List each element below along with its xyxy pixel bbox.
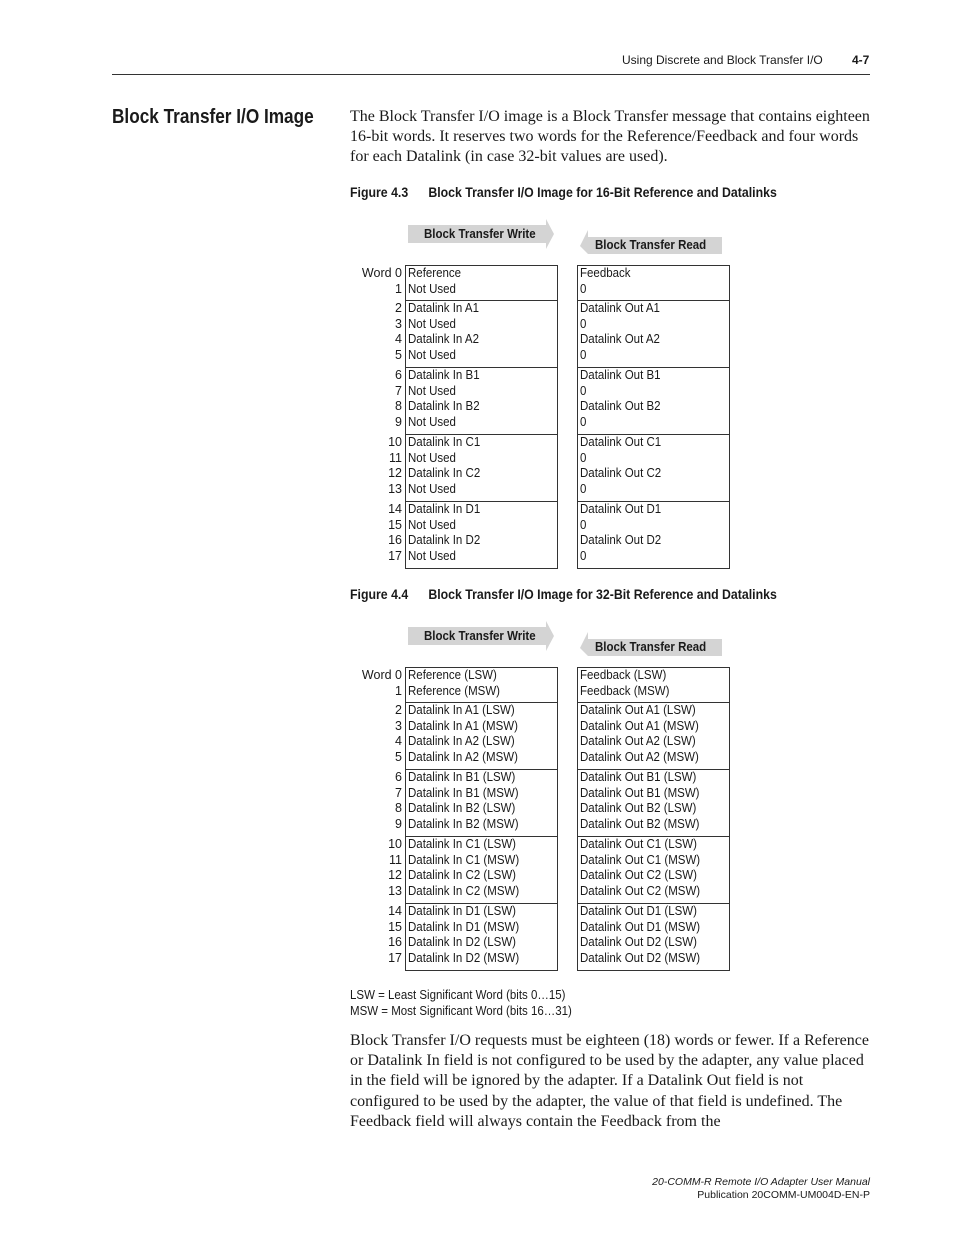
section-heading: Block Transfer I/O Image — [112, 106, 314, 128]
word-number: 13 — [388, 481, 402, 496]
write-cell: Datalink In A2 (LSW) — [408, 734, 515, 749]
read-cell: Datalink Out B2 (MSW) — [580, 816, 700, 831]
word-number: 7 — [395, 383, 402, 398]
page-number: 4-7 — [852, 53, 870, 67]
read-cell: Datalink Out A2 — [580, 332, 660, 347]
write-cell: Datalink In D1 — [408, 502, 481, 516]
read-cell: Datalink Out B1 — [580, 368, 661, 382]
write-cell: Datalink In C1 (LSW) — [408, 837, 517, 851]
write-cell: Reference (MSW) — [408, 683, 501, 698]
word-number: Word 0 — [361, 668, 402, 682]
write-cell: Not Used — [408, 414, 456, 429]
read-cell: Datalink Out D1 — [580, 502, 662, 516]
footer-manual-title: 20-COMM-R Remote I/O Adapter User Manual — [652, 1176, 870, 1188]
read-cell: 0 — [580, 383, 587, 398]
read-cell: 0 — [580, 347, 587, 362]
word-number: 3 — [395, 316, 402, 331]
word-number: 3 — [395, 718, 402, 733]
read-cell: 0 — [580, 517, 587, 532]
write-cell: Datalink In C2 (LSW) — [408, 868, 517, 883]
word-number: 10 — [388, 837, 402, 851]
read-cell: Datalink Out B1 (MSW) — [580, 785, 700, 800]
read-cell: Datalink Out D2 — [580, 533, 662, 548]
read-cell: Datalink Out A2 (LSW) — [580, 734, 696, 749]
write-cell: Datalink In B1 (LSW) — [408, 770, 516, 784]
legend-line: LSW = Least Significant Word (bits 0…15) — [350, 988, 566, 1002]
write-cell: Datalink In B1 (MSW) — [408, 785, 519, 800]
read-cell: Datalink Out C2 (MSW) — [580, 883, 701, 898]
closing-paragraph: Block Transfer I/O requests must be eighteen (18) words or fewer. If a Reference or Datalink In field is not configured to be used by the adapter, any value placed in the field will be ignored by the adapter. If a Datalink Out field is not configured to be used by the adapter, the value of that field is undefined. The Feedback field will always contain the Feedback from the — [350, 1032, 869, 1130]
write-cell: Datalink In D1 (MSW) — [408, 919, 520, 934]
write-cell: Reference — [408, 266, 462, 280]
figure-caption — [350, 184, 777, 200]
word-number: 12 — [388, 466, 402, 481]
word-number: 16 — [388, 935, 402, 950]
write-cell: Not Used — [408, 548, 456, 563]
word-number: 9 — [395, 414, 402, 429]
word-number: 6 — [395, 368, 402, 382]
read-cell: Datalink Out B2 — [580, 399, 661, 414]
read-cell: Datalink Out D2 (MSW) — [580, 950, 701, 965]
word-number: 5 — [395, 347, 402, 362]
read-cell: Datalink Out D2 (LSW) — [580, 935, 697, 950]
write-cell: Not Used — [408, 383, 456, 398]
figure-label: Figure 4.4 — [350, 586, 409, 602]
read-cell: Feedback (MSW) — [580, 683, 670, 698]
word-number: 16 — [388, 533, 402, 548]
write-cell: Not Used — [408, 517, 456, 532]
write-label: Block Transfer Write — [424, 227, 536, 241]
footer — [652, 1176, 870, 1202]
word-number: 8 — [395, 399, 402, 414]
word-number: 1 — [395, 683, 402, 698]
read-cell: Datalink Out C1 (LSW) — [580, 837, 697, 851]
word-number: 6 — [395, 770, 402, 784]
running-title: Using Discrete and Block Transfer I/O — [622, 53, 823, 67]
write-cell: Datalink In B2 (MSW) — [408, 816, 519, 831]
word-number: 11 — [389, 852, 402, 867]
word-number: 1 — [395, 281, 402, 296]
figure-block — [0, 218, 954, 598]
read-label: Block Transfer Read — [595, 238, 707, 252]
word-number: 11 — [389, 450, 402, 465]
read-cell: 0 — [580, 281, 587, 296]
read-cell: Feedback (LSW) — [580, 668, 667, 682]
legend-line: MSW = Most Significant Word (bits 16…31) — [350, 1003, 572, 1018]
write-cell: Datalink In D2 — [408, 533, 481, 548]
write-cell: Datalink In C2 — [408, 466, 481, 481]
read-cell: 0 — [580, 481, 587, 496]
write-cell: Datalink In D2 (LSW) — [408, 935, 517, 950]
figure-title: Block Transfer I/O Image for 32-Bit Reference and Datalinks — [428, 586, 777, 602]
write-cell: Datalink In B1 — [408, 368, 480, 382]
read-cell: Datalink Out B1 (LSW) — [580, 770, 697, 784]
word-number: 12 — [388, 868, 402, 883]
read-cell: Datalink Out A1 (LSW) — [580, 703, 696, 717]
word-number: 17 — [388, 950, 402, 965]
word-number: 14 — [388, 502, 402, 516]
write-cell: Datalink In A2 — [408, 332, 479, 347]
read-cell: 0 — [580, 548, 587, 563]
read-cell: Datalink Out C2 (LSW) — [580, 868, 697, 883]
word-number: 4 — [395, 332, 402, 347]
read-cell: Datalink Out D1 (LSW) — [580, 904, 697, 918]
word-number: 10 — [388, 435, 402, 449]
write-cell: Datalink In A1 — [408, 301, 479, 315]
word-number: 5 — [395, 749, 402, 764]
figure-label: Figure 4.3 — [350, 184, 409, 200]
word-number: 8 — [395, 801, 402, 816]
figure-block — [0, 620, 954, 1000]
word-number: 15 — [388, 517, 402, 532]
write-cell: Not Used — [408, 450, 456, 465]
read-cell: 0 — [580, 316, 587, 331]
write-cell: Datalink In B2 (LSW) — [408, 801, 516, 816]
write-cell: Not Used — [408, 347, 456, 362]
word-number: 2 — [395, 301, 402, 315]
word-number: 2 — [395, 703, 402, 717]
write-cell: Datalink In A1 (MSW) — [408, 718, 518, 733]
word-number: 17 — [388, 548, 402, 563]
word-number: 14 — [388, 904, 402, 918]
figure-caption — [350, 586, 777, 602]
read-cell: 0 — [580, 450, 587, 465]
read-cell: Datalink Out C1 — [580, 435, 662, 449]
read-label: Block Transfer Read — [595, 640, 707, 654]
word-number: 9 — [395, 816, 402, 831]
word-number: 7 — [395, 785, 402, 800]
write-cell: Datalink In A2 (MSW) — [408, 749, 518, 764]
write-cell: Datalink In C2 (MSW) — [408, 883, 520, 898]
figure-title: Block Transfer I/O Image for 16-Bit Reference and Datalinks — [428, 184, 777, 200]
write-cell: Datalink In A1 (LSW) — [408, 703, 515, 717]
word-number: 4 — [395, 734, 402, 749]
write-cell: Reference (LSW) — [408, 668, 497, 682]
write-cell: Datalink In C1 (MSW) — [408, 852, 520, 867]
write-cell: Datalink In B2 — [408, 399, 480, 414]
read-cell: Datalink Out C1 (MSW) — [580, 852, 701, 867]
word-number: Word 0 — [361, 266, 402, 280]
read-cell: Datalink Out C2 — [580, 466, 662, 481]
read-cell: Datalink Out A1 — [580, 301, 660, 315]
read-cell: Datalink Out A1 (MSW) — [580, 718, 699, 733]
word-number: 15 — [388, 919, 402, 934]
intro-paragraph: The Block Transfer I/O image is a Block Transfer message that contains eighteen 16-bit words. It reserves two words for the Reference/Feedback and four words for each Datalink (in case 32-bit values are used). — [350, 108, 870, 166]
read-cell: Datalink Out B2 (LSW) — [580, 801, 697, 816]
write-label: Block Transfer Write — [424, 629, 536, 643]
read-cell: Datalink Out D1 (MSW) — [580, 919, 701, 934]
read-cell: Feedback — [580, 266, 631, 280]
write-cell: Datalink In D1 (LSW) — [408, 904, 517, 918]
write-cell: Datalink In D2 (MSW) — [408, 950, 520, 965]
read-cell: Datalink Out A2 (MSW) — [580, 749, 699, 764]
header-rule — [112, 74, 870, 75]
write-cell: Not Used — [408, 481, 456, 496]
word-number: 13 — [388, 883, 402, 898]
write-cell: Not Used — [408, 316, 456, 331]
footer-publication: Publication 20COMM-UM004D-EN-P — [697, 1189, 870, 1201]
write-cell: Not Used — [408, 281, 456, 296]
legend — [350, 988, 572, 1019]
read-cell: 0 — [580, 414, 587, 429]
write-cell: Datalink In C1 — [408, 435, 481, 449]
